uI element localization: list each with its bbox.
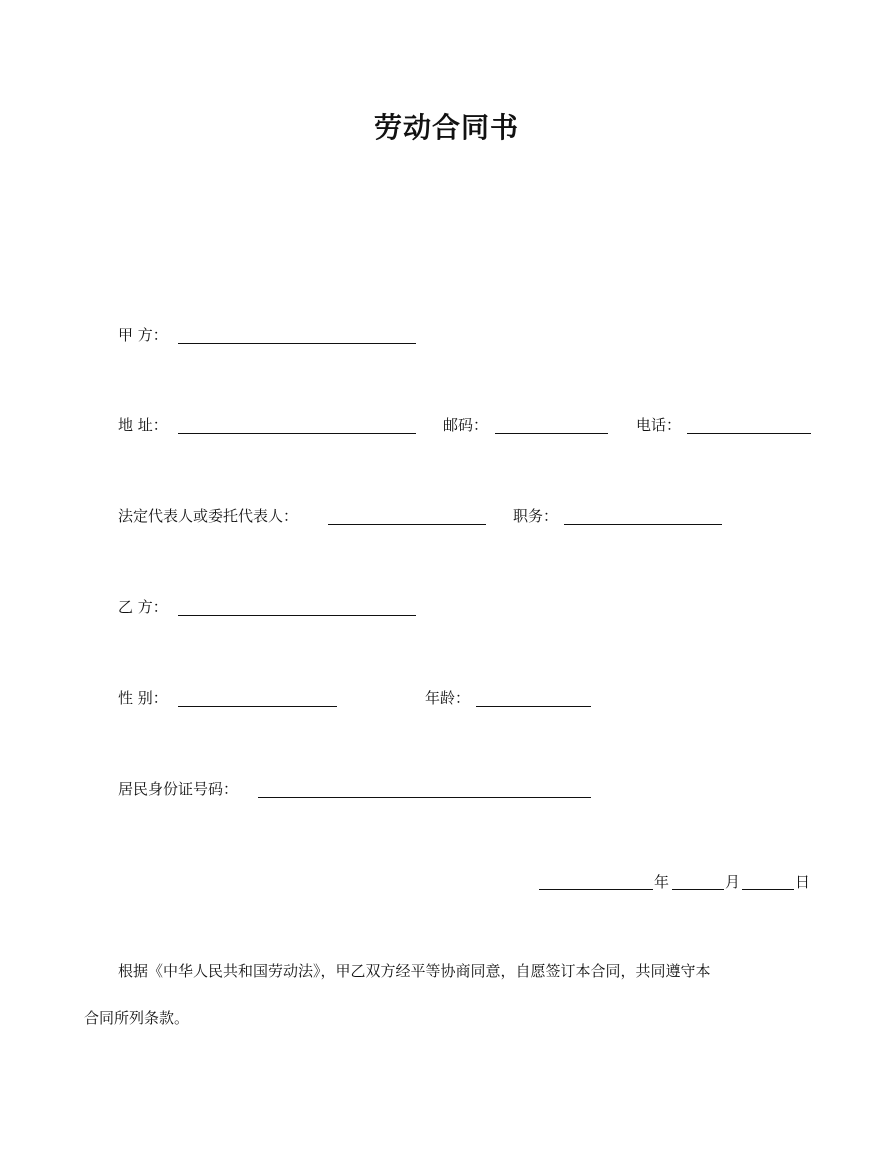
month-blank[interactable] xyxy=(672,889,724,890)
day-blank[interactable] xyxy=(742,889,794,890)
address-blank[interactable] xyxy=(178,433,416,434)
gender-blank[interactable] xyxy=(178,706,337,707)
year-label: 年 xyxy=(654,873,670,891)
age-label: 年龄： xyxy=(425,689,471,707)
preamble-line-2: 合同所列条款。 xyxy=(84,1009,190,1027)
position-label: 职务： xyxy=(513,507,559,525)
date-row xyxy=(0,871,893,893)
representative-label: 法定代表人或委托代表人： xyxy=(118,507,299,525)
month-label: 月 xyxy=(725,873,741,891)
party-b-blank[interactable] xyxy=(178,615,416,616)
id-number-blank[interactable] xyxy=(258,797,591,798)
preamble-line-1: 根据《中华人民共和国劳动法》，甲乙双方经平等协商同意，自愿签订本合同，共同遵守本 xyxy=(118,962,711,980)
representative-blank[interactable] xyxy=(328,524,486,525)
id-number-label: 居民身份证号码： xyxy=(118,780,239,798)
party-a-blank[interactable] xyxy=(178,343,416,344)
document-title: 劳动合同书 xyxy=(373,111,519,144)
age-blank[interactable] xyxy=(476,706,591,707)
position-blank[interactable] xyxy=(564,524,722,525)
phone-label: 电话： xyxy=(636,416,682,434)
party-b-label: 乙 方： xyxy=(118,598,168,616)
address-label: 地 址： xyxy=(118,416,168,434)
postcode-label: 邮码： xyxy=(443,416,489,434)
day-label: 日 xyxy=(795,873,811,891)
year-blank[interactable] xyxy=(539,889,653,890)
phone-blank[interactable] xyxy=(687,433,811,434)
party-a-label: 甲 方： xyxy=(118,326,168,344)
postcode-blank[interactable] xyxy=(495,433,608,434)
gender-label: 性 别： xyxy=(118,689,168,707)
